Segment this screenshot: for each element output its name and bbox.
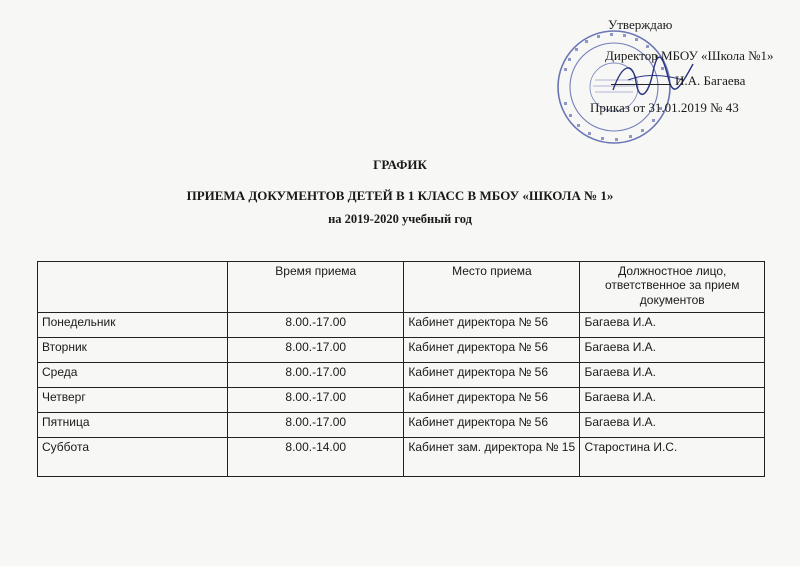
cell-day: Среда	[38, 363, 228, 388]
cell-place: Кабинет директора № 56	[404, 413, 580, 438]
cell-time: 8.00.-17.00	[228, 313, 404, 338]
cell-day: Вторник	[38, 338, 228, 363]
header-time: Время приема	[228, 262, 404, 313]
cell-place: Кабинет директора № 56	[404, 338, 580, 363]
cell-place: Кабинет директора № 56	[404, 313, 580, 338]
cell-place: Кабинет зам. директора № 15	[404, 438, 580, 477]
cell-person: Багаева И.А.	[580, 388, 765, 413]
cell-person: Старостина И.С.	[580, 438, 765, 477]
cell-day: Понедельник	[38, 313, 228, 338]
cell-time: 8.00.-17.00	[228, 388, 404, 413]
cell-person: Багаева И.А.	[580, 363, 765, 388]
cell-day: Пятница	[38, 413, 228, 438]
table-row	[38, 338, 765, 363]
cell-day: Суббота	[38, 438, 228, 477]
cell-day: Четверг	[38, 388, 228, 413]
schedule-table	[37, 261, 765, 477]
table-row	[38, 388, 765, 413]
document-year: на 2019-2020 учебный год	[328, 212, 472, 226]
header-place: Место приема	[404, 262, 580, 313]
cell-place: Кабинет директора № 56	[404, 363, 580, 388]
approval-signer-name: И.А. Багаева	[675, 73, 746, 88]
cell-time: 8.00.-17.00	[228, 338, 404, 363]
cell-place: Кабинет директора № 56	[404, 388, 580, 413]
cell-time: 8.00.-14.00	[228, 438, 404, 477]
approval-label: Утверждаю	[608, 17, 673, 32]
table-row	[38, 413, 765, 438]
signature-line	[611, 84, 671, 85]
document-heading: ГРАФИК	[373, 157, 427, 172]
document-subheading: ПРИЕМА ДОКУМЕНТОВ ДЕТЕЙ В 1 КЛАСС В МБОУ «ШКОЛА № 1»	[186, 188, 614, 203]
table-header-row	[38, 262, 765, 313]
approval-order: Приказ от 31.01.2019 № 43	[590, 100, 739, 115]
table-row	[38, 313, 765, 338]
approval-position: Директор МБОУ «Школа №1»	[605, 48, 774, 63]
header-person: Должностное лицо, ответственное за прием документов	[580, 262, 765, 313]
table-row	[38, 438, 765, 477]
cell-person: Багаева И.А.	[580, 338, 765, 363]
cell-time: 8.00.-17.00	[228, 413, 404, 438]
cell-person: Багаева И.А.	[580, 413, 765, 438]
header-day	[38, 262, 228, 313]
approval-signer	[611, 74, 745, 87]
table-row	[38, 363, 765, 388]
cell-person: Багаева И.А.	[580, 313, 765, 338]
cell-time: 8.00.-17.00	[228, 363, 404, 388]
